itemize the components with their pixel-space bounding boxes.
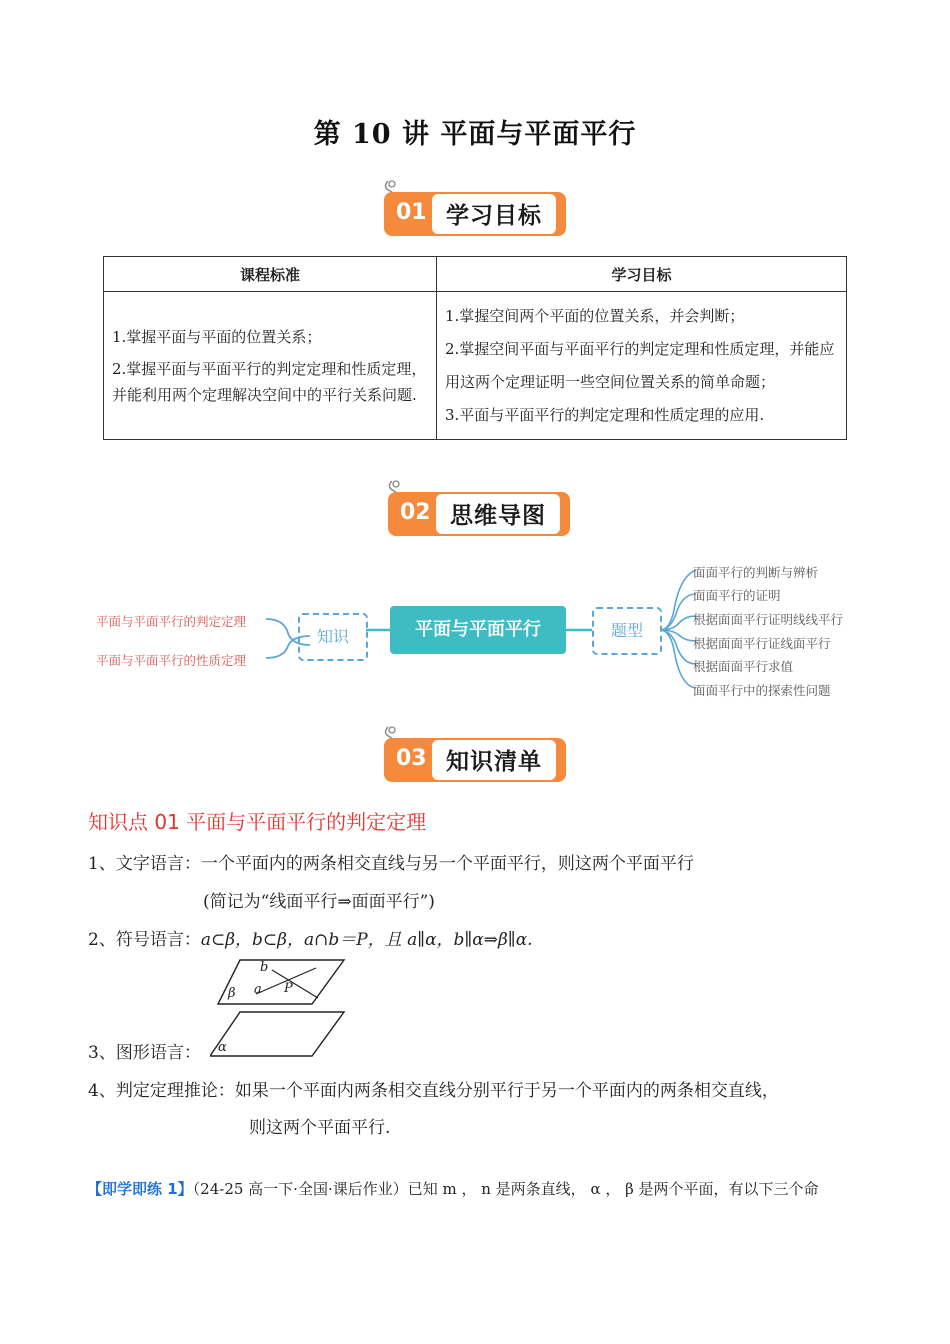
left-item: 平面与平面平行的性质定理 (96, 653, 247, 668)
section-badge-02 (384, 478, 574, 538)
section-label: 思维导图 (450, 503, 546, 529)
knowledge-point-title: 知识点 01 平面与平面平行的判定定理 (88, 810, 427, 834)
goals-cell (437, 292, 847, 440)
goal-item: 3.平面与平面平行的判定定理和性质定理的应用. (445, 405, 765, 424)
right-item: 面面平行中的探索性问题 (693, 683, 831, 698)
goal-item: 2.掌握空间平面与平面平行的判定定理和性质定理，并能应用这两个定理证明一些空间位置关系的简单命题； (445, 339, 835, 391)
symbol-formula: a⊂β，b⊂β，a∩b＝P，且 a∥α，b∥α⇒β∥α. (200, 930, 533, 950)
section-number: 01 (396, 200, 427, 225)
label-a: a (254, 982, 262, 997)
section-number: 03 (396, 746, 427, 771)
table-row (104, 292, 847, 440)
figure-language-item: 3、图形语言： (88, 1043, 201, 1063)
page-title: 第 10 讲 平面与平面平行 (313, 119, 637, 150)
section-label: 学习目标 (446, 203, 542, 229)
mind-map (80, 560, 880, 710)
table-header-row (104, 257, 847, 292)
parallel-planes-figure (210, 958, 350, 1058)
label-b: b (260, 960, 269, 975)
goal-item: 1.掌握空间两个平面的位置关系，并会判断； (445, 306, 745, 325)
standard-item: 1.掌握平面与平面的位置关系； (112, 327, 322, 346)
label-alpha: α (218, 1040, 227, 1055)
section-badge-03 (380, 724, 570, 784)
right-item: 根据面面平行证明线线平行 (693, 612, 844, 627)
corollary-line-1: 4、判定定理推论：如果一个平面内两条相交直线分别平行于另一个平面内的两条相交直线， (88, 1081, 779, 1101)
right-item: 面面平行的证明 (693, 588, 781, 603)
text-language-note: (简记为“线面平行⇒面面平行”) (203, 892, 435, 912)
knowledge-node: 知识 (298, 613, 368, 661)
standard-cell (104, 292, 437, 440)
label-beta: β (228, 986, 236, 1001)
right-item: 根据面面平行求值 (693, 659, 794, 674)
header-standard: 课程标准 (104, 257, 437, 292)
section-number: 02 (400, 500, 431, 525)
practice-text: （24-25 高一下·全国·课后作业）已知 m ， n 是两条直线， α ， β 是两个平面，有以下三个命 (192, 1180, 819, 1198)
corollary-line-2: 则这两个平面平行. (249, 1118, 391, 1138)
label-p: P (284, 981, 293, 996)
symbol-language-label: 2、符号语言： (88, 930, 201, 950)
right-item: 面面平行的判断与辨析 (693, 565, 819, 580)
practice-tag: 【即学即练 1】 (87, 1180, 193, 1198)
practice-exercise (87, 1178, 819, 1199)
header-goals: 学习目标 (437, 257, 847, 292)
left-item: 平面与平面平行的判定定理 (96, 614, 247, 629)
center-node: 平面与平面平行 (390, 606, 566, 654)
section-label: 知识清单 (446, 749, 542, 775)
symbol-language-item (88, 925, 533, 950)
text-language-item: 1、文字语言：一个平面内的两条相交直线与另一个平面平行，则这两个平面平行 (88, 854, 694, 874)
right-item: 根据面面平行证线面平行 (693, 636, 831, 651)
goals-table (103, 256, 847, 440)
question-type-node: 题型 (592, 607, 662, 655)
standard-item: 2.掌握平面与平面平行的判定定理和性质定理，并能利用两个定理解决空间中的平行关系问题. (112, 359, 427, 404)
section-badge-01 (380, 178, 570, 238)
